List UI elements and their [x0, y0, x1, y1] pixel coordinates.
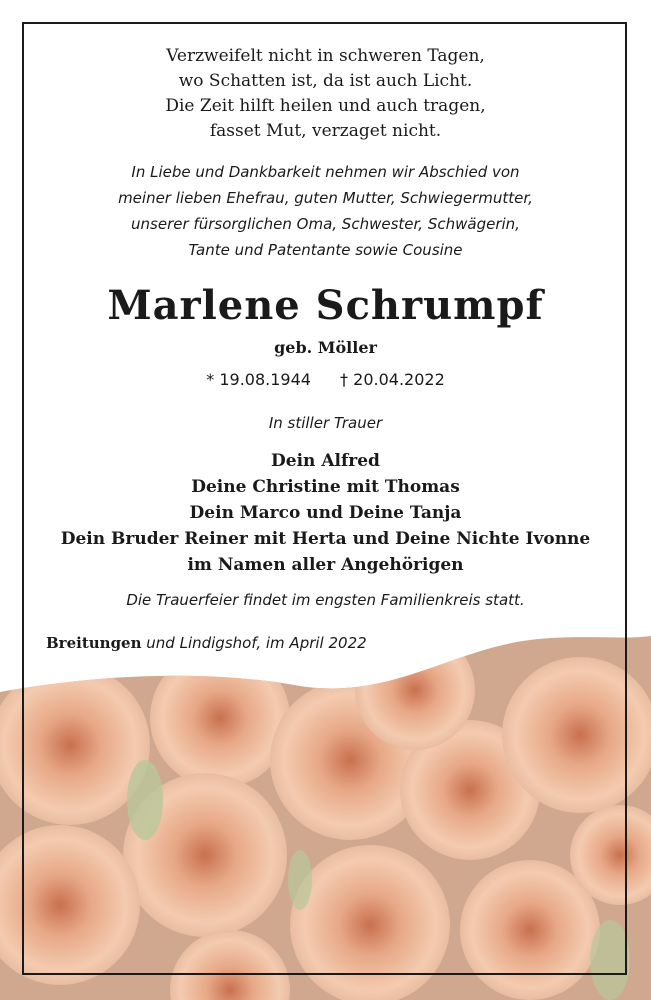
death-date: † 20.04.2022 — [340, 370, 445, 389]
poem-line: Verzweifelt nicht in schweren Tagen, — [166, 46, 485, 66]
place-date — [46, 634, 367, 652]
family-line: im Namen aller Angehörigen — [187, 555, 464, 575]
funeral-note: Die Trauerfeier findet im engsten Familienkreis statt. — [126, 591, 525, 609]
poem-line: fasset Mut, verzaget nicht. — [209, 121, 442, 141]
place-town: Breitungen — [46, 634, 142, 652]
family-list — [0, 448, 651, 578]
intro-line: In Liebe und Dankbarkeit nehmen wir Abschied von — [131, 163, 520, 181]
life-dates — [0, 370, 651, 389]
family-line: Dein Alfred — [271, 451, 380, 471]
deceased-name: Marlene Schrumpf — [107, 282, 544, 329]
poem-line: wo Schatten ist, da ist auch Licht. — [178, 71, 473, 91]
family-line: Dein Bruder Reiner mit Herta und Deine Nichte Ivonne — [60, 529, 591, 549]
family-line: Dein Marco und Deine Tanja — [189, 503, 462, 523]
intro-line: Tante und Patentante sowie Cousine — [188, 241, 463, 259]
poem — [0, 44, 651, 144]
born-name: geb. Möller — [274, 338, 377, 357]
mourning-label: In stiller Trauer — [268, 414, 383, 432]
place-rest: und Lindigshof, im April 2022 — [141, 634, 367, 652]
intro-line: unserer fürsorglichen Oma, Schwester, Schwägerin, — [131, 215, 520, 233]
poem-line: Die Zeit hilft heilen und auch tragen, — [165, 96, 486, 116]
birth-date: * 19.08.1944 — [206, 370, 311, 389]
family-line: Deine Christine mit Thomas — [191, 477, 460, 497]
intro-text — [0, 159, 651, 263]
intro-line: meiner lieben Ehefrau, guten Mutter, Schwiegermutter, — [118, 189, 533, 207]
